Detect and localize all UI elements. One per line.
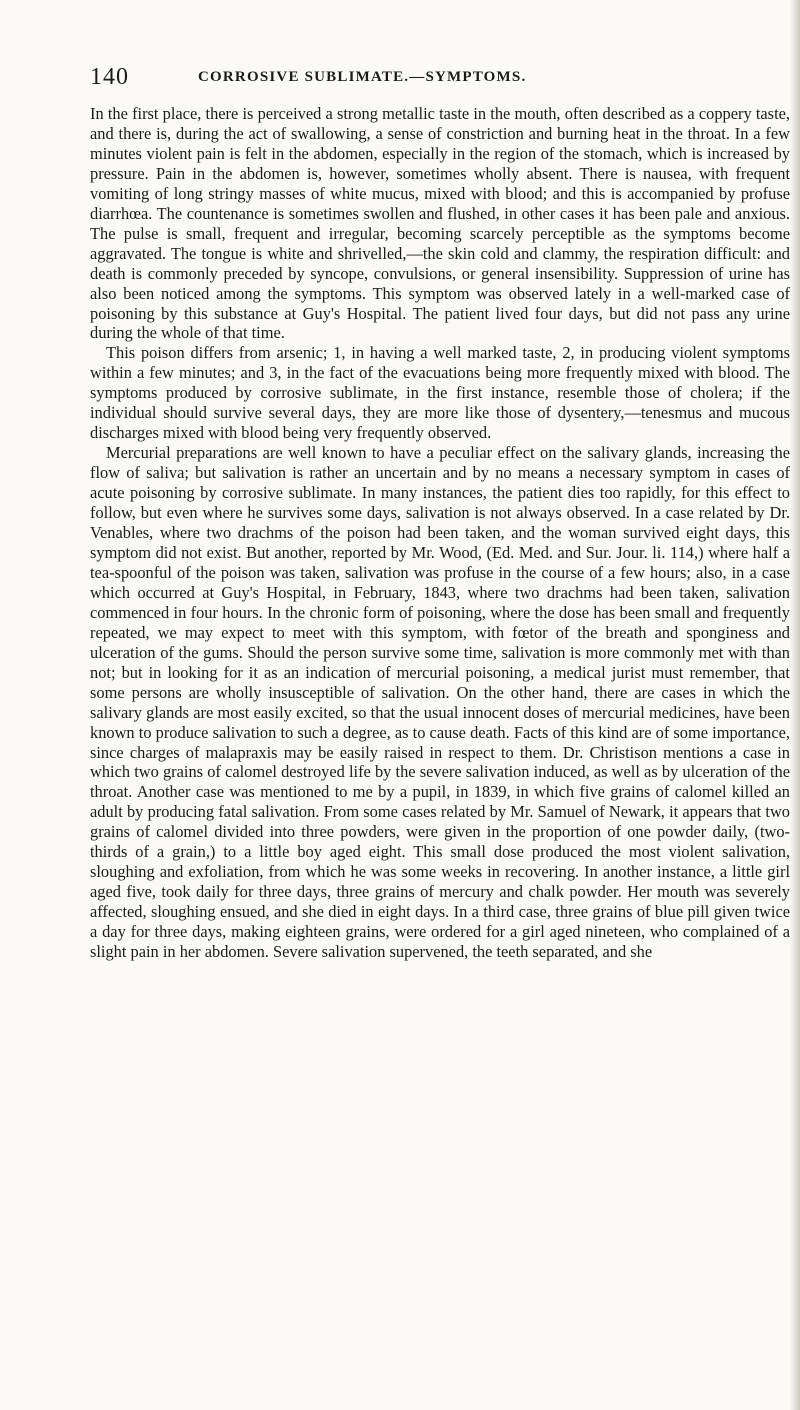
page-number: 140 <box>90 64 129 90</box>
body-text <box>90 104 790 962</box>
running-head <box>90 64 650 104</box>
section-title: CORROSIVE SUBLIMATE.—SYMPTOMS. <box>198 69 527 85</box>
paragraph-difference-from-arsenic: This poison differs from arsenic; 1, in having a well marked taste, 2, in producing violent symptoms within a few minutes; and 3, in the fact of the evacuations being more frequently mixed with blood. The symptoms produced by corrosive sublimate, in the first instance, resemble those of cholera; if the individual should survive several days, they are more like those of dysentery,—tenesmus and mucous discharges mixed with blood being very frequently observed. <box>90 343 790 443</box>
paragraph-symptoms: In the first place, there is perceived a strong metallic taste in the mouth, often described as a coppery taste, and there is, during the act of swallowing, a sense of constriction and burning heat in the throat. In a few minutes violent pain is felt in the abdomen, especially in the region of the stomach, which is increased by pressure. Pain in the abdomen is, however, sometimes wholly absent. There is nausea, with frequent vomiting of long stringy masses of white mucus, mixed with blood; and this is accompanied by profuse diarrhœa. The countenance is sometimes swollen and flushed, in other cases it has been pale and anxious. The pulse is small, frequent and irregular, becoming scarcely perceptible as the symptoms become aggravated. The tongue is white and shrivelled,—the skin cold and clammy, the respiration difficult: and death is commonly preceded by syncope, convulsions, or general insensibility. Suppression of urine has also been noticed among the symptoms. This symptom was observed lately in a well-marked case of poisoning by this substance at Guy's Hospital. The patient lived four days, but did not pass any urine during the whole of that time. <box>90 104 790 343</box>
paragraph-salivation: Mercurial preparations are well known to have a peculiar effect on the salivary glands, increasing the flow of saliva; but salivation is rather an uncertain and by no means a necessary symptom in cases of acute poisoning by corrosive sublimate. In many instances, the patient dies too rapidly, for this effect to follow, but even where he survives some days, salivation is not always observed. In a case related by Dr. Venables, where two drachms of the poison had been taken, and the woman survived eight days, this symptom did not exist. But another, reported by Mr. Wood, (Ed. Med. and Sur. Jour. li. 114,) where half a tea-spoonful of the poison was taken, salivation was profuse in the course of a few hours; also, in a case which occurred at Guy's Hospital, in February, 1843, where two drachms had been taken, salivation commenced in four hours. In the chronic form of poisoning, where the dose has been small and frequently repeated, we may expect to meet with this symptom, with fœtor of the breath and sponginess and ulceration of the gums. Should the person survive some time, salivation is more commonly met with than not; but in looking for it as an indication of mercurial poisoning, a medical jurist must remember, that some persons are wholly insusceptible of salivation. On the other hand, there are cases in which the salivary glands are most easily excited, so that the usual innocent doses of mercurial medicines, have been known to produce salivation to such a degree, as to cause death. Facts of this kind are of some importance, since charges of malapraxis may be easily raised in respect to them. Dr. Christison mentions a case in which two grains of calomel destroyed life by the severe salivation induced, as well as by ulceration of the throat. Another case was mentioned to me by a pupil, in 1839, in which five grains of calomel killed an adult by producing fatal salivation. From some cases related by Mr. Samuel of Newark, it appears that two grains of calomel divided into three powders, were given in the proportion of one powder daily, (two-thirds of a grain,) to a little boy aged eight. This small dose produced the most violent salivation, sloughing and exfoliation, from which he was some weeks in recovering. In another instance, a little girl aged five, took daily for three days, three grains of mercury and chalk powder. Her mouth was severely affected, sloughing ensued, and she died in eight days. In a third case, three grains of blue pill given twice a day for three days, making eighteen grains, were ordered for a girl aged nineteen, who complained of a slight pain in her abdomen. Severe salivation supervened, the teeth separated, and she <box>90 443 790 962</box>
page-edge-shadow <box>790 0 800 1410</box>
